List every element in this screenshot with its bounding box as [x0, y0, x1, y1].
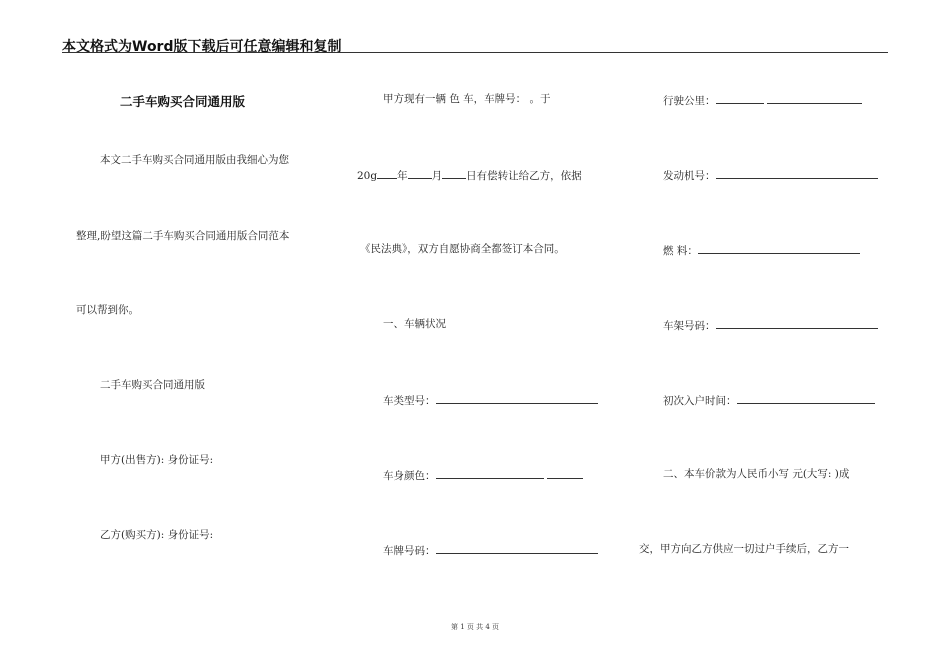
body-color-blank-1	[436, 467, 544, 479]
engine-number-blank	[716, 167, 878, 179]
year-blank	[377, 167, 397, 179]
month-label: 月	[431, 170, 443, 182]
fuel-blank	[698, 242, 860, 254]
transfer-rest: 日有偿转让给乙方，依据	[466, 170, 582, 182]
body-color-field	[383, 467, 583, 483]
section-vehicle-condition: 一、车辆状况	[383, 318, 446, 330]
document-title: 二手车购买合同通用版	[120, 94, 246, 109]
frame-number-label: 车架号码：	[663, 320, 716, 332]
intro-line-1: 本文二手车购买合同通用版由我细心为您	[100, 154, 289, 166]
subtitle: 二手车购买合同通用版	[100, 379, 205, 391]
engine-number-label: 发动机号：	[663, 170, 716, 182]
year-prefix: 20g	[357, 170, 378, 182]
fuel-field	[663, 242, 860, 258]
engine-number-field	[663, 167, 878, 183]
car-model-label: 车类型号：	[383, 395, 436, 407]
plate-number-blank	[436, 542, 598, 554]
document-header: 本文格式为Word版下载后可任意编辑和复制	[62, 39, 342, 55]
party-a-line: 甲方(出售方): 身份证号:	[100, 454, 214, 466]
mileage-blank-1	[716, 92, 764, 104]
day-blank	[442, 167, 466, 179]
price-clause-line: 二、本车价款为人民币小写 元(大写: )成	[663, 468, 850, 480]
mileage-field	[663, 92, 862, 108]
civil-code-line: 《民法典》，双方自愿协商全都签订本合同。	[360, 243, 565, 255]
first-registration-field	[663, 392, 875, 408]
vehicle-ownership-line: 甲方现有一辆 色 车，车牌号： 。于	[383, 93, 551, 105]
page-number: 第 1 页 共 4 页	[450, 623, 500, 631]
price-clause-continuation: 交，甲方向乙方供应一切过户手续后，乙方一	[639, 543, 849, 555]
party-b-line: 乙方(购买方): 身份证号:	[100, 529, 214, 541]
month-blank	[408, 167, 432, 179]
first-registration-blank	[737, 392, 875, 404]
header-divider	[62, 52, 888, 53]
transfer-date-line	[357, 167, 582, 183]
plate-number-field	[383, 542, 598, 558]
car-model-blank	[436, 392, 598, 404]
body-color-label: 车身颜色：	[383, 470, 436, 482]
body-color-blank-2	[547, 467, 583, 479]
mileage-blank-2	[767, 92, 862, 104]
intro-line-3: 可以帮到你。	[76, 304, 139, 316]
car-model-field	[383, 392, 598, 408]
mileage-label: 行驶公里：	[663, 95, 716, 107]
first-registration-label: 初次入户时间：	[663, 395, 737, 407]
plate-number-label: 车牌号码：	[383, 545, 436, 557]
frame-number-blank	[716, 317, 878, 329]
fuel-label: 燃 料：	[663, 245, 698, 257]
frame-number-field	[663, 317, 878, 333]
intro-line-2: 整理,盼望这篇二手车购买合同通用版合同范本	[76, 230, 290, 242]
year-label: 年	[397, 170, 408, 182]
